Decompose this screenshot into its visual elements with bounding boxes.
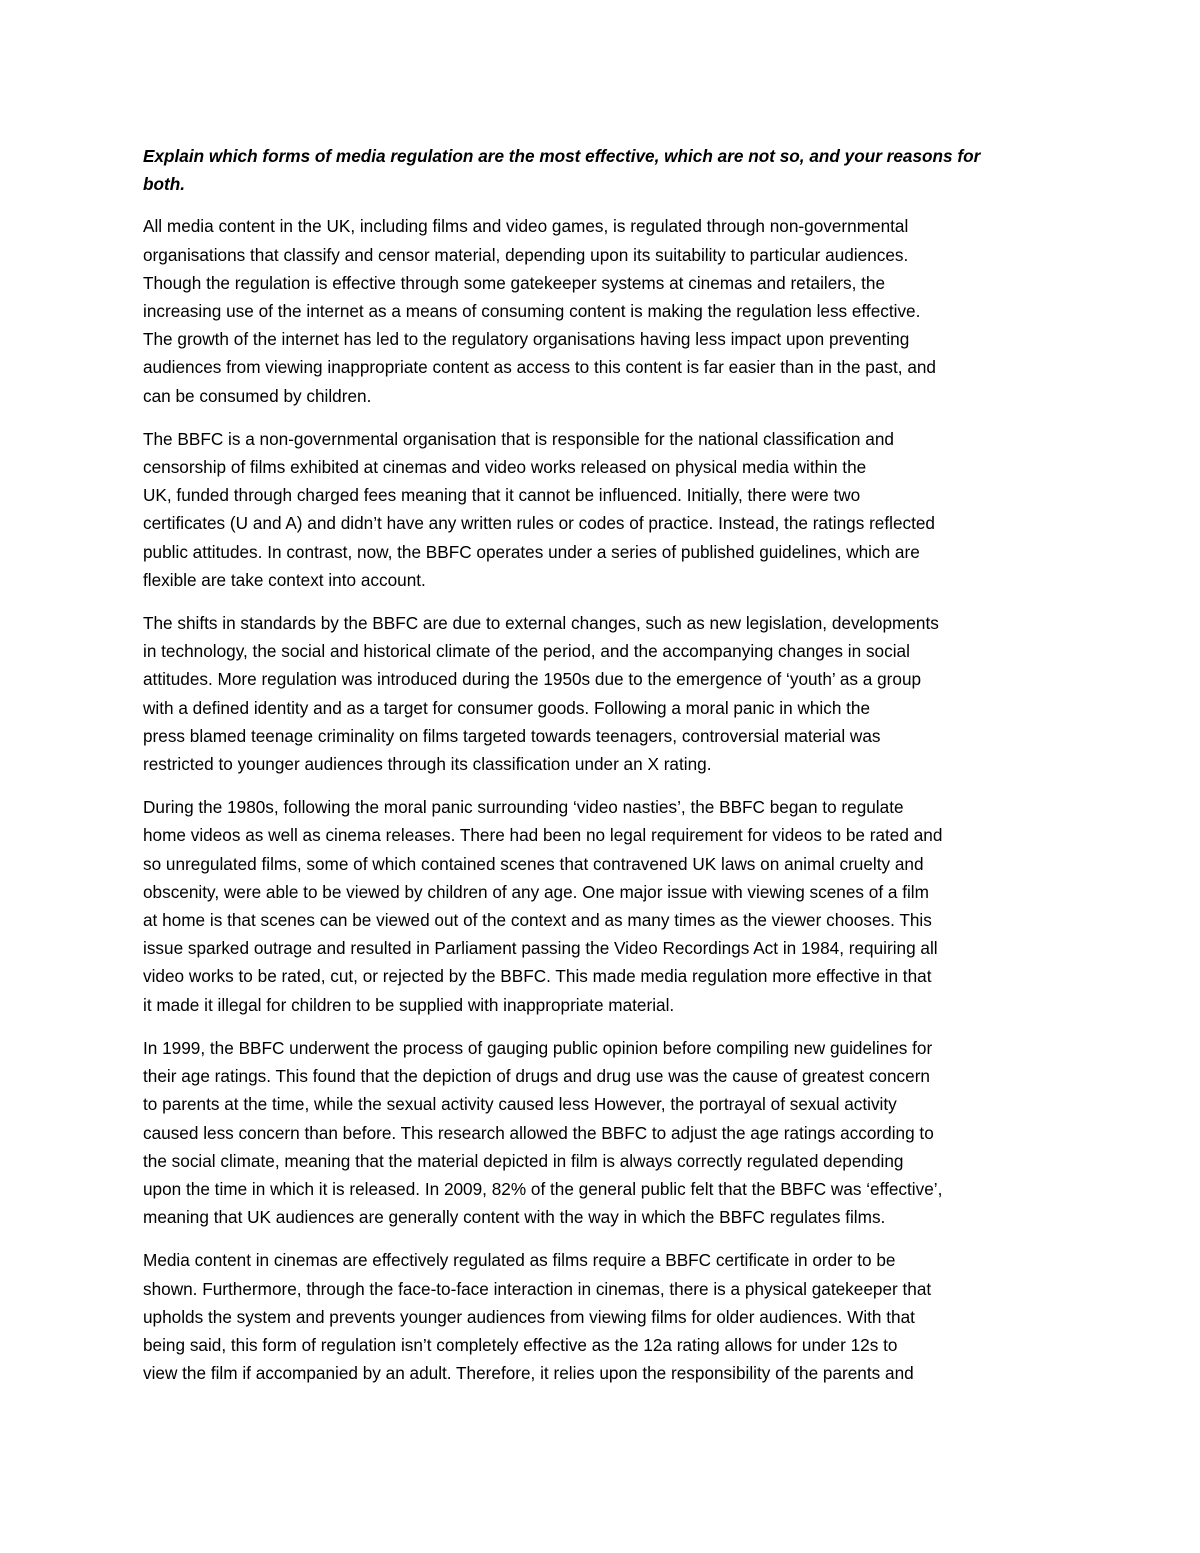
heading-line: both. bbox=[143, 174, 185, 195]
text-line: at home is that scenes can be viewed out of the context and as many times as the viewer chooses. This bbox=[143, 910, 932, 931]
text-line: During the 1980s, following the moral panic surrounding ‘video nasties’, the BBFC began to regulate bbox=[143, 797, 904, 818]
text-line: The growth of the internet has led to the regulatory organisations having less impact upon preventing bbox=[143, 329, 910, 350]
text-line: view the film if accompanied by an adult. Therefore, it relies upon the responsibility of the parents and bbox=[143, 1363, 914, 1384]
paragraph-bbfc-overview bbox=[143, 425, 1062, 594]
text-line: Though the regulation is effective through some gatekeeper systems at cinemas and retailers, the bbox=[143, 272, 886, 293]
text-line: organisations that classify and censor material, depending upon its suitability to particular audiences. bbox=[143, 244, 909, 265]
text-line: flexible are take context into account. bbox=[143, 569, 426, 590]
text-line: The BBFC is a non-governmental organisation that is responsible for the national classification and bbox=[143, 428, 894, 449]
text-line: with a defined identity and as a target for consumer goods. Following a moral panic in which the bbox=[143, 697, 871, 718]
paragraph-1980s-video-nasties bbox=[143, 793, 1062, 1019]
text-line: meaning that UK audiences are generally content with the way in which the BBFC regulates films. bbox=[143, 1207, 886, 1228]
text-line: Media content in cinemas are effectively regulated as films require a BBFC certificate in order to be bbox=[143, 1250, 896, 1271]
text-line: to parents at the time, while the sexual activity caused less However, the portrayal of sexual activity bbox=[143, 1094, 897, 1115]
question-heading bbox=[143, 142, 1062, 198]
paragraph-intro bbox=[143, 212, 1062, 409]
heading-line: Explain which forms of media regulation are the most effective, which are not so, and your reasons for bbox=[143, 146, 981, 166]
text-line: issue sparked outrage and resulted in Parliament passing the Video Recordings Act in 1984, requiring all bbox=[143, 938, 938, 959]
text-line: home videos as well as cinema releases. There had been no legal requirement for videos to be rated and bbox=[143, 825, 943, 846]
text-line: audiences from viewing inappropriate content as access to this content is far easier than in the past, and bbox=[143, 357, 936, 378]
text-line: certificates (U and A) and didn’t have any written rules or codes of practice. Instead, the ratings reflected bbox=[143, 513, 935, 534]
paragraph-shifts-in-standards bbox=[143, 609, 1062, 778]
text-line: The shifts in standards by the BBFC are due to external changes, such as new legislation, developments bbox=[143, 613, 939, 634]
text-line: press blamed teenage criminality on films targeted towards teenagers, controversial material was bbox=[143, 725, 881, 746]
text-line: their age ratings. This found that the depiction of drugs and drug use was the cause of greatest concern bbox=[143, 1066, 930, 1087]
text-line: All media content in the UK, including films and video games, is regulated through non-governmental bbox=[143, 216, 909, 237]
text-line: upon the time in which it is released. In 2009, 82% of the general public felt that the BBFC was ‘effective’, bbox=[143, 1178, 943, 1199]
text-line: so unregulated films, some of which contained scenes that contravened UK laws on animal cruelty and bbox=[143, 853, 924, 874]
paragraph-cinema-regulation bbox=[143, 1246, 1062, 1387]
text-line: obscenity, were able to be viewed by children of any age. One major issue with viewing scenes of a film bbox=[143, 881, 929, 902]
text-line: upholds the system and prevents younger audiences from viewing films for older audiences. With that bbox=[143, 1306, 915, 1327]
text-line: censorship of films exhibited at cinemas and video works released on physical media within the bbox=[143, 457, 867, 478]
text-line: increasing use of the internet as a means of consuming content is making the regulation less effective. bbox=[143, 301, 921, 322]
text-line: caused less concern than before. This research allowed the BBFC to adjust the age ratings according to bbox=[143, 1122, 934, 1143]
text-line: public attitudes. In contrast, now, the BBFC operates under a series of published guidelines, which are bbox=[143, 541, 920, 562]
text-line: video works to be rated, cut, or rejected by the BBFC. This made media regulation more effective in that bbox=[143, 966, 932, 987]
text-line: restricted to younger audiences through its classification under an X rating. bbox=[143, 754, 712, 775]
text-line: it made it illegal for children to be supplied with inappropriate material. bbox=[143, 994, 675, 1015]
text-line: in technology, the social and historical climate of the period, and the accompanying changes in social bbox=[143, 641, 910, 662]
text-line: shown. Furthermore, through the face-to-face interaction in cinemas, there is a physical gatekeeper that bbox=[143, 1278, 932, 1299]
text-line: being said, this form of regulation isn’t completely effective as the 12a rating allows for under 12s to bbox=[143, 1334, 898, 1355]
text-line: UK, funded through charged fees meaning that it cannot be influenced. Initially, there were two bbox=[143, 485, 861, 506]
text-line: can be consumed by children. bbox=[143, 385, 372, 406]
text-line: the social climate, meaning that the material depicted in film is always correctly regulated depending bbox=[143, 1150, 904, 1171]
paragraph-1999-public-opinion bbox=[143, 1034, 1062, 1231]
text-line: attitudes. More regulation was introduced during the 1950s due to the emergence of ‘youth’ as a group bbox=[143, 669, 922, 690]
text-line: In 1999, the BBFC underwent the process of gauging public opinion before compiling new guidelines for bbox=[143, 1037, 933, 1058]
